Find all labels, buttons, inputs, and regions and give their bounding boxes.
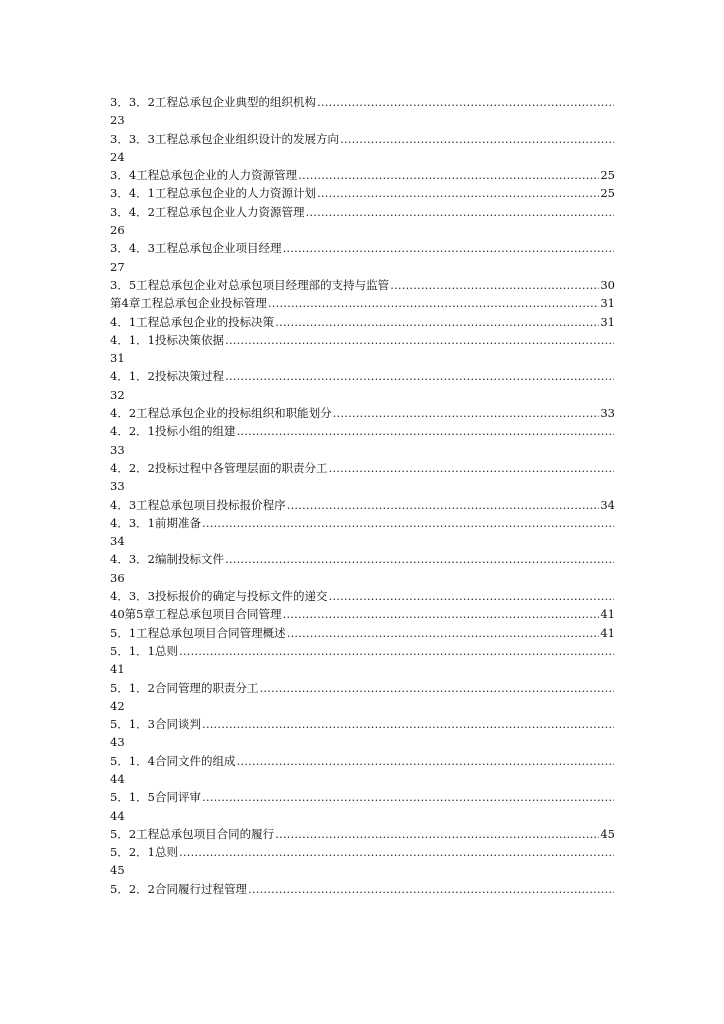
toc-entry-title: 4．1工程总承包企业的投标决策 — [110, 314, 275, 329]
toc-entry-title: 33 — [110, 442, 125, 457]
toc-entry — [110, 422, 615, 440]
toc-entry-page: 33 — [600, 406, 615, 421]
toc-entry-row — [110, 386, 615, 404]
toc-entry — [110, 203, 615, 221]
toc-entry-title: 4．1．2投标决策过程 — [110, 369, 224, 384]
toc-entry-row — [110, 422, 615, 440]
toc-entry-row — [110, 331, 615, 349]
toc-entry — [110, 93, 615, 111]
toc-page-number-line — [110, 532, 615, 550]
toc-entry-row — [110, 733, 615, 751]
toc-entry-row — [110, 367, 615, 385]
toc-entry-title: 5．1．3合同谈判 — [110, 717, 201, 732]
toc-entry-title: 5．1．2合同管理的职责分工 — [110, 680, 259, 695]
toc-entry-page: 34 — [600, 497, 615, 512]
toc-entry — [110, 184, 615, 202]
toc-entry-title: 3．5工程总承包企业对总承包项目经理部的支持与监管 — [110, 277, 390, 292]
toc-entry-title: 5．1．5合同评审 — [110, 790, 201, 805]
toc-entry — [110, 313, 615, 331]
toc-entry-row — [110, 861, 615, 879]
toc-entry-row — [110, 111, 615, 129]
toc-dot-leader — [275, 313, 599, 331]
toc-entry-page: 25 — [600, 186, 615, 201]
toc-page-number-line — [110, 733, 615, 751]
toc-entry — [110, 331, 615, 349]
toc-entry-title: 5．2．1总则 — [110, 845, 178, 860]
toc-entry-title: 4．3工程总承包项目投标报价程序 — [110, 497, 286, 512]
toc-entry-title: 3．3．2工程总承包企业典型的组织机构 — [110, 95, 316, 109]
toc-entry-row — [110, 807, 615, 825]
toc-entry — [110, 294, 615, 312]
toc-page-number-line — [110, 697, 615, 715]
toc-dot-leader — [225, 367, 614, 385]
toc-entry-title: 27 — [110, 259, 125, 274]
toc-dot-leader — [275, 825, 599, 843]
toc-entry-title: 5．1．1总则 — [110, 643, 178, 658]
toc-entry — [110, 825, 615, 843]
toc-dot-leader — [333, 404, 600, 422]
toc-entry-title: 40第5章工程总承包项目合同管理 — [110, 607, 282, 622]
toc-dot-leader — [340, 130, 614, 148]
toc-entry-title: 4．2工程总承包企业的投标组织和职能划分 — [110, 406, 332, 421]
toc-dot-leader — [179, 843, 614, 861]
toc-dot-leader — [298, 166, 599, 184]
toc-dot-leader — [248, 880, 614, 898]
toc-page-number-line — [110, 441, 615, 459]
toc-entry-row — [110, 294, 615, 312]
toc-entry-title: 3．4．3工程总承包企业项目经理 — [110, 241, 282, 256]
toc-dot-leader — [305, 203, 614, 221]
toc-entry — [110, 880, 615, 898]
toc-entry-title: 4．2．2投标过程中各管理层面的职责分工 — [110, 460, 328, 475]
toc-dot-leader — [282, 605, 599, 623]
toc-page-number-line — [110, 349, 615, 367]
toc-page-number-line — [110, 221, 615, 239]
toc-entry-row — [110, 843, 615, 861]
toc-entry-title: 36 — [110, 570, 125, 585]
toc-page-number-line — [110, 660, 615, 678]
toc-entry — [110, 404, 615, 422]
toc-entry-title: 3．4．1工程总承包企业的人力资源计划 — [110, 186, 316, 201]
toc-dot-leader — [225, 550, 614, 568]
toc-entry-title: 23 — [110, 113, 125, 128]
toc-entry — [110, 496, 615, 514]
toc-page-number-line — [110, 807, 615, 825]
toc-entry-page: 41 — [600, 607, 615, 622]
toc-entry — [110, 715, 615, 733]
toc-entry-title: 31 — [110, 351, 125, 366]
toc-entry-title: 41 — [110, 662, 125, 677]
toc-dot-leader — [202, 715, 614, 733]
toc-entry — [110, 166, 615, 184]
toc-dot-leader — [179, 642, 614, 660]
toc-entry-title: 34 — [110, 534, 125, 549]
toc-entry — [110, 679, 615, 697]
toc-entry-row — [110, 166, 615, 184]
toc-dot-leader — [317, 93, 614, 111]
toc-entry-row — [110, 642, 615, 660]
toc-entry-title: 4．2．1投标小组的组建 — [110, 424, 236, 439]
toc-entry-row — [110, 605, 615, 623]
toc-entry-title: 4．3．3投标报价的确定与投标文件的递交 — [110, 589, 328, 604]
toc-entry-row — [110, 441, 615, 459]
toc-entry-title: 24 — [110, 149, 125, 164]
toc-entry — [110, 624, 615, 642]
toc-entry-row — [110, 258, 615, 276]
table-of-contents — [110, 93, 615, 898]
toc-dot-leader — [236, 422, 614, 440]
toc-entry-row — [110, 569, 615, 587]
toc-entry-row — [110, 550, 615, 568]
toc-dot-leader — [225, 331, 614, 349]
toc-entry-row — [110, 715, 615, 733]
toc-entry-title: 4．1．1投标决策依据 — [110, 332, 224, 347]
toc-entry-title: 5．2．2合同履行过程管理 — [110, 881, 247, 896]
toc-dot-leader — [268, 294, 600, 312]
toc-entry-title: 4．3．1前期准备 — [110, 515, 201, 530]
toc-entry-title: 33 — [110, 479, 125, 494]
toc-entry-page: 31 — [600, 296, 615, 311]
toc-entry-title: 32 — [110, 387, 125, 402]
toc-entry — [110, 367, 615, 385]
toc-entry — [110, 752, 615, 770]
toc-entry-row — [110, 624, 615, 642]
toc-entry-row — [110, 496, 615, 514]
toc-entry-row — [110, 459, 615, 477]
toc-entry — [110, 459, 615, 477]
toc-entry-row — [110, 660, 615, 678]
toc-entry-row — [110, 148, 615, 166]
toc-entry-row — [110, 184, 615, 202]
toc-dot-leader — [328, 459, 614, 477]
toc-entry-title: 3．3．3工程总承包企业组织设计的发展方向 — [110, 131, 339, 146]
toc-entry-title: 第4章工程总承包企业投标管理 — [110, 296, 267, 311]
toc-entry — [110, 843, 615, 861]
toc-entry-row — [110, 514, 615, 532]
toc-entry-row — [110, 825, 615, 843]
toc-entry-title: 26 — [110, 223, 125, 238]
toc-entry-row — [110, 203, 615, 221]
toc-entry-page: 25 — [600, 168, 615, 183]
toc-entry-title: 3．4．2工程总承包企业人力资源管理 — [110, 204, 305, 219]
toc-entry — [110, 642, 615, 660]
toc-entry-row — [110, 93, 615, 111]
toc-dot-leader — [259, 679, 614, 697]
toc-entry — [110, 788, 615, 806]
toc-entry-row — [110, 679, 615, 697]
toc-entry-page: 31 — [600, 314, 615, 329]
toc-dot-leader — [328, 587, 614, 605]
toc-entry-title: 44 — [110, 771, 125, 786]
toc-entry-title: 5．2工程总承包项目合同的履行 — [110, 826, 275, 841]
toc-page-number-line — [110, 111, 615, 129]
toc-entry — [110, 239, 615, 257]
toc-entry-title: 45 — [110, 863, 125, 878]
toc-entry-row — [110, 880, 615, 898]
toc-dot-leader — [317, 184, 599, 202]
toc-dot-leader — [390, 276, 599, 294]
toc-dot-leader — [287, 624, 600, 642]
toc-entry — [110, 276, 615, 294]
toc-page-number-line — [110, 770, 615, 788]
toc-entry-row — [110, 313, 615, 331]
toc-entry-row — [110, 349, 615, 367]
toc-entry-title: 43 — [110, 735, 125, 750]
toc-entry-row — [110, 697, 615, 715]
toc-entry — [110, 587, 615, 605]
toc-entry — [110, 605, 615, 623]
toc-page-number-line — [110, 569, 615, 587]
toc-entry-title: 44 — [110, 808, 125, 823]
toc-entry-title: 5．1工程总承包项目合同管理概述 — [110, 625, 286, 640]
toc-entry-title: 4．3．2编制投标文件 — [110, 552, 224, 567]
toc-page-number-line — [110, 861, 615, 879]
toc-dot-leader — [202, 514, 614, 532]
toc-entry-row — [110, 130, 615, 148]
toc-entry — [110, 514, 615, 532]
toc-entry-row — [110, 239, 615, 257]
toc-entry-row — [110, 752, 615, 770]
toc-entry-row — [110, 532, 615, 550]
toc-entry-title: 3．4工程总承包企业的人力资源管理 — [110, 168, 298, 183]
toc-dot-leader — [287, 496, 600, 514]
toc-entry-title: 42 — [110, 698, 125, 713]
toc-entry-row — [110, 404, 615, 422]
toc-page-number-line — [110, 477, 615, 495]
toc-entry-page: 41 — [600, 625, 615, 640]
toc-entry-row — [110, 477, 615, 495]
toc-dot-leader — [202, 788, 614, 806]
toc-page-number-line — [110, 258, 615, 276]
toc-entry — [110, 550, 615, 568]
toc-page-number-line — [110, 148, 615, 166]
toc-entry-page: 45 — [600, 826, 615, 841]
toc-entry-row — [110, 788, 615, 806]
toc-entry-title: 5．1．4合同文件的组成 — [110, 753, 236, 768]
toc-entry-row — [110, 221, 615, 239]
toc-entry-row — [110, 587, 615, 605]
toc-page-number-line — [110, 386, 615, 404]
toc-entry-row — [110, 770, 615, 788]
toc-entry-page: 30 — [600, 277, 615, 292]
toc-entry-row — [110, 276, 615, 294]
toc-dot-leader — [282, 239, 614, 257]
toc-entry — [110, 130, 615, 148]
toc-dot-leader — [236, 752, 614, 770]
